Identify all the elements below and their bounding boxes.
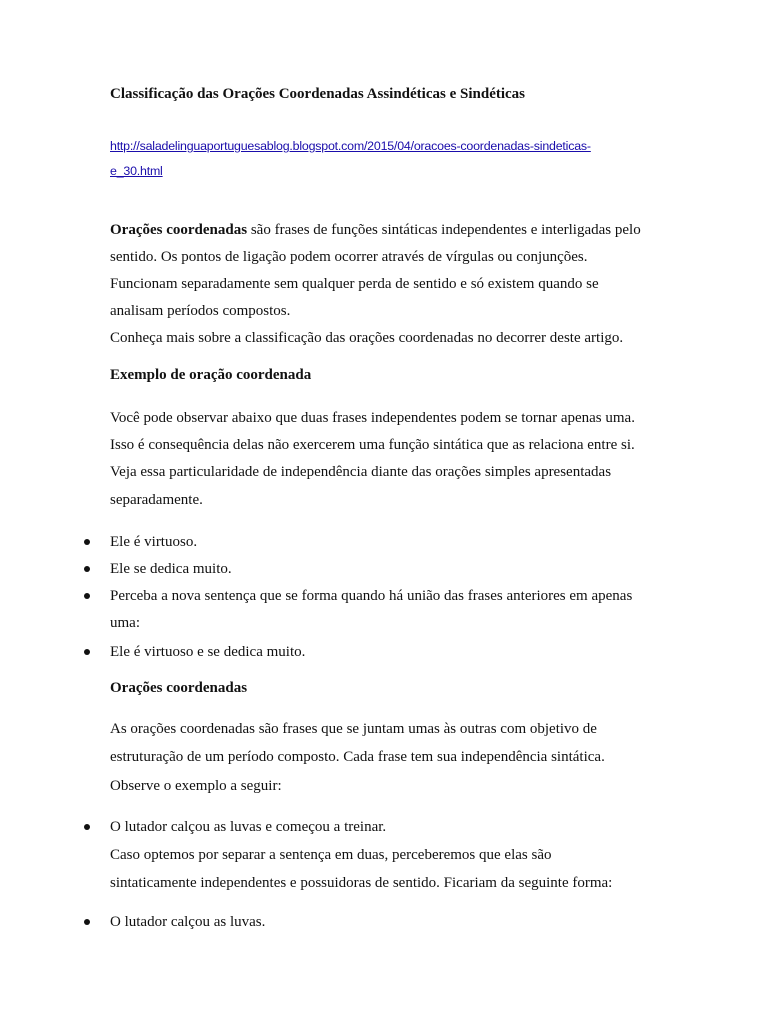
section1-paragraph-line-4: separadamente. (110, 492, 203, 508)
bullet-dot (84, 649, 90, 655)
intro-bold-term: Orações coordenadas (110, 222, 248, 238)
intro-line-1 (110, 221, 641, 239)
section2-paragraph-line-3: Observe o exemplo a seguir: (110, 778, 282, 794)
list-item: O lutador calçou as luvas e começou a treinar. (110, 819, 387, 835)
section1-paragraph-line-2: Isso é consequência delas não exercerem uma função sintática que as relaciona entre si. (110, 437, 635, 453)
bullet-dot (84, 919, 90, 925)
list-item-continued: uma: (110, 615, 140, 631)
source-link-line1[interactable]: http://saladelinguaportuguesablog.blogspot.com/2015/04/oracoes-coordenadas-sindeticas- (110, 139, 591, 153)
list-item-continued: Caso optemos por separar a sentença em duas, perceberemos que elas são (110, 847, 552, 863)
bullet-dot (84, 566, 90, 572)
list-item: O lutador calçou as luvas. (110, 914, 266, 930)
intro-line-3: Funcionam separadamente sem qualquer perda de sentido e só existem quando se (110, 276, 599, 292)
source-link[interactable] (110, 137, 591, 155)
list-item: Ele é virtuoso e se dedica muito. (110, 644, 306, 660)
bullet-dot (84, 824, 90, 830)
intro-line-1-rest: são frases de funções sintáticas independentes e interligadas pelo (247, 222, 641, 238)
section1-heading: Exemplo de oração coordenada (110, 367, 312, 383)
intro-line-4: analisam períodos compostos. (110, 303, 291, 319)
list-item-continued: sintaticamente independentes e possuidoras de sentido. Ficariam da seguinte forma: (110, 875, 613, 891)
section1-paragraph-line-1: Você pode observar abaixo que duas frases independentes podem se tornar apenas uma. (110, 410, 635, 426)
document-title: Classificação das Orações Coordenadas Assindéticas e Sindéticas (110, 86, 526, 102)
intro-line-2: sentido. Os pontos de ligação podem ocorrer através de vírgulas ou conjunções. (110, 249, 588, 265)
section2-heading: Orações coordenadas (110, 680, 248, 696)
section1-paragraph-line-3: Veja essa particularidade de independência diante das orações simples apresentadas (110, 464, 612, 480)
source-link-continued[interactable] (110, 162, 163, 180)
list-item: Ele se dedica muito. (110, 561, 232, 577)
section2-paragraph-line-2: estruturação de um período composto. Cada frase tem sua independência sintática. (110, 749, 605, 765)
bullet-dot (84, 593, 90, 599)
list-item: Perceba a nova sentença que se forma quando há união das frases anteriores em apenas (110, 588, 633, 604)
bullet-dot (84, 539, 90, 545)
section2-paragraph-line-1: As orações coordenadas são frases que se juntam umas às outras com objetivo de (110, 721, 597, 737)
source-link-line2[interactable]: e_30.html (110, 164, 163, 178)
intro-line-5: Conheça mais sobre a classificação das orações coordenadas no decorrer deste artigo. (110, 330, 624, 346)
list-item: Ele é virtuoso. (110, 534, 198, 550)
